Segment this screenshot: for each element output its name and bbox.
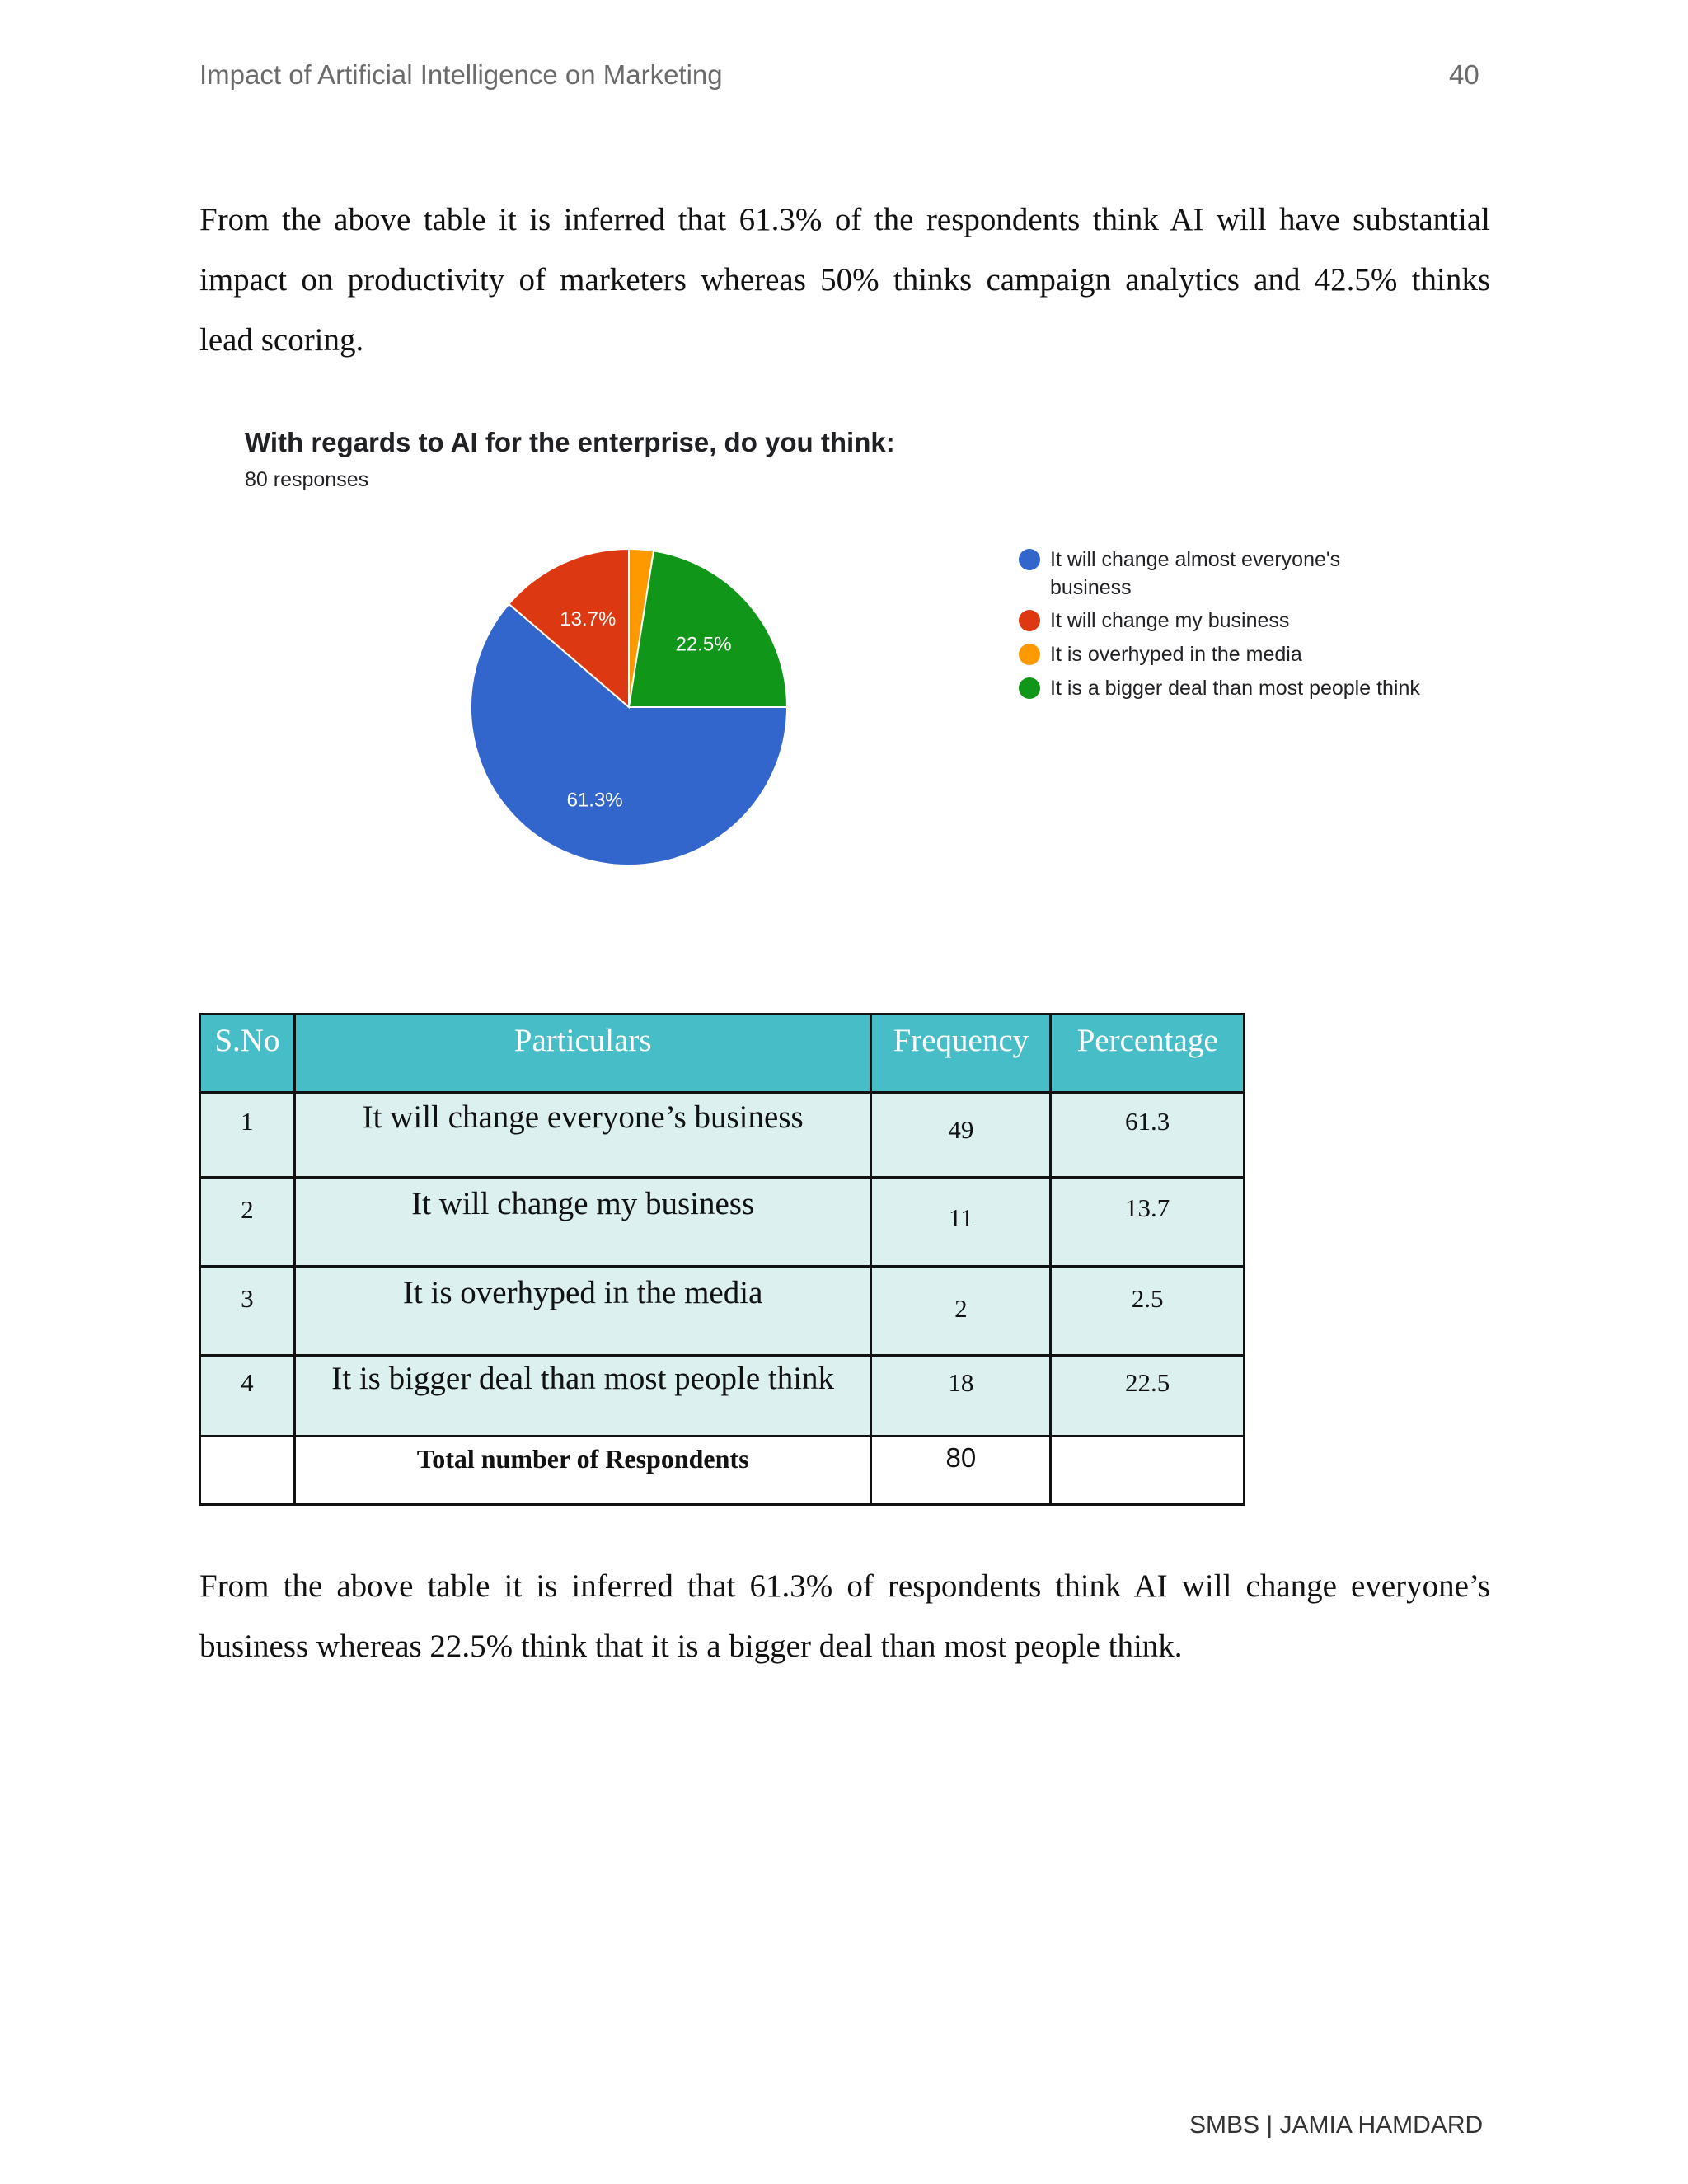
table-total-row xyxy=(200,1436,1245,1505)
cell-frequency: 2 xyxy=(871,1267,1051,1356)
pie-slice-label: 61.3% xyxy=(566,789,623,812)
cell-particular: It is bigger deal than most people think xyxy=(294,1356,871,1436)
legend-item xyxy=(1019,674,1480,702)
cell-percentage: 22.5 xyxy=(1051,1356,1245,1436)
cell-frequency: 11 xyxy=(871,1178,1051,1267)
paragraph-line: From the above table it is inferred that 61.3% of the respondents think AI will have substantial xyxy=(199,202,1490,237)
cell-frequency: 18 xyxy=(871,1356,1051,1436)
table-row xyxy=(200,1267,1245,1356)
legend-item xyxy=(1019,607,1480,635)
legend-swatch-green xyxy=(1019,677,1040,699)
cell-particular: It is overhyped in the media xyxy=(294,1267,871,1356)
legend-item xyxy=(1019,546,1480,602)
table-header-row xyxy=(200,1015,1245,1093)
cell-total-value: 80 xyxy=(871,1436,1051,1505)
cell-empty xyxy=(1051,1436,1245,1505)
cell-sno: 3 xyxy=(200,1267,295,1356)
running-header-title: Impact of Artificial Intelligence on Marketing xyxy=(199,59,723,90)
table-row xyxy=(200,1178,1245,1267)
chart-subtitle: 80 responses xyxy=(245,468,369,491)
cell-percentage: 2.5 xyxy=(1051,1267,1245,1356)
page-footer: SMBS | JAMIA HAMDARD xyxy=(1189,2111,1484,2139)
legend-swatch-orange xyxy=(1019,644,1040,665)
cell-sno: 4 xyxy=(200,1356,295,1436)
header-percentage: Percentage xyxy=(1051,1015,1245,1093)
pie-slice xyxy=(629,551,787,707)
paragraph-line: lead scoring. xyxy=(199,322,364,358)
paragraph-intro xyxy=(199,190,1490,370)
page-number: 40 xyxy=(1449,59,1479,90)
cell-percentage: 13.7 xyxy=(1051,1178,1245,1267)
pie-slice-label: 22.5% xyxy=(675,633,732,656)
cell-sno: 2 xyxy=(200,1178,295,1267)
paragraph-line: From the above table it is inferred that 61.3% of respondents think AI will change everyone’s xyxy=(199,1568,1490,1604)
header-frequency: Frequency xyxy=(871,1015,1051,1093)
legend-swatch-red xyxy=(1019,610,1040,631)
pie-chart xyxy=(429,527,824,890)
legend-text xyxy=(1050,546,1340,602)
header-sno: S.No xyxy=(200,1015,295,1093)
table-row xyxy=(200,1356,1245,1436)
cell-total-label: Total number of Respondents xyxy=(294,1436,871,1505)
responses-table xyxy=(199,1013,1245,1506)
cell-frequency: 49 xyxy=(871,1093,1051,1178)
legend-item xyxy=(1019,640,1480,668)
paragraph-conclusion xyxy=(199,1556,1490,1676)
cell-percentage: 61.3 xyxy=(1051,1093,1245,1178)
legend-label: It is a bigger deal than most people think xyxy=(1050,677,1420,700)
pie-slice-label: 13.7% xyxy=(560,607,617,630)
cell-particular: It will change my business xyxy=(294,1178,871,1267)
paragraph-line: business whereas 22.5% think that it is a bigger deal than most people think. xyxy=(199,1629,1183,1664)
legend-label: It will change almost everyone's xyxy=(1050,548,1341,571)
legend-label: It is overhyped in the media xyxy=(1050,643,1302,666)
paragraph-line: impact on productivity of marketers whereas 50% thinks campaign analytics and 42.5% thinks xyxy=(199,262,1490,298)
legend-swatch-blue xyxy=(1019,549,1040,570)
chart-legend xyxy=(1019,546,1480,702)
table-row xyxy=(200,1093,1245,1178)
chart-title: With regards to AI for the enterprise, do you think: xyxy=(245,427,895,457)
legend-label-cont: business xyxy=(1050,576,1132,599)
cell-empty xyxy=(200,1436,295,1505)
cell-sno: 1 xyxy=(200,1093,295,1178)
header-particulars: Particulars xyxy=(294,1015,871,1093)
legend-label: It will change my business xyxy=(1050,609,1290,632)
cell-particular: It will change everyone’s business xyxy=(294,1093,871,1178)
